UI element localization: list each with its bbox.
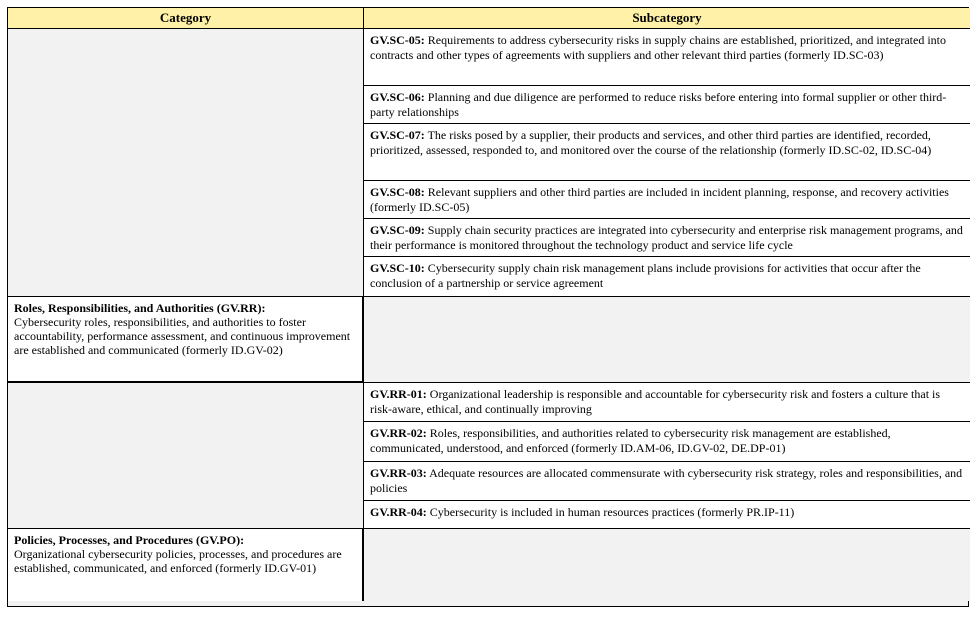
subcategory-cell-empty	[364, 529, 970, 601]
subcategory-id: GV.RR-02:	[370, 426, 427, 440]
category-title: Policies, Processes, and Procedures (GV.PO):	[14, 533, 245, 547]
subcategory-list-gv-rr	[364, 383, 970, 529]
subcategory-gv-sc-05	[364, 29, 970, 86]
category-title: Roles, Responsibilities, and Authorities (GV.RR):	[14, 301, 266, 315]
subcategory-id: GV.SC-08:	[370, 185, 425, 199]
category-description: Cybersecurity roles, responsibilities, and authorities to foster accountability, performance assessment, and continuous improvement are established and communicated (formerly ID.GV-02)	[14, 315, 351, 357]
subcategory-id: GV.SC-07:	[370, 128, 425, 142]
subcategory-text: Cybersecurity is included in human resources practices (formerly PR.IP-11)	[426, 505, 795, 519]
category-cell-empty	[8, 29, 364, 297]
category-gv-rr	[8, 297, 364, 383]
subcategory-text: Roles, responsibilities, and authorities related to cybersecurity risk management are established, communicated, understood, and enforced (formerly ID.AM-06, ID.GV-02, DE.DP-01)	[370, 426, 891, 455]
subcategory-gv-rr-03	[364, 462, 970, 501]
subcategory-cell-empty	[364, 297, 970, 383]
subcategory-id: GV.SC-09:	[370, 223, 425, 237]
subcategory-column-header: Subcategory	[364, 8, 970, 29]
subcategory-id: GV.SC-05:	[370, 33, 425, 47]
subcategory-text: Requirements to address cybersecurity risks in supply chains are established, prioritized, and integrated into contracts and other types of agreements with suppliers and other relevant third parties (formerly ID.SC-03)	[370, 33, 946, 62]
subcategory-text: Adequate resources are allocated commensurate with cybersecurity risk strategy, roles and responsibilities, and policies	[370, 466, 963, 495]
subcategory-text: Relevant suppliers and other third parties are included in incident planning, response, and recovery activities (formerly ID.SC-05)	[370, 185, 949, 214]
framework-table	[7, 7, 969, 607]
subcategory-gv-sc-07	[364, 124, 970, 181]
subcategory-text: Organizational leadership is responsible and accountable for cybersecurity risk and fosters a culture that is risk-aware, ethical, and continually improving	[370, 387, 941, 416]
category-gv-po	[8, 529, 364, 601]
subcategory-text: The risks posed by a supplier, their products and services, and other third parties are identified, recorded, prioritized, assessed, responded to, and monitored over the course of the relationship (formerly ID.SC-02, ID.SC-04)	[370, 128, 932, 157]
subcategory-id: GV.RR-03:	[370, 466, 427, 480]
subcategory-id: GV.RR-04:	[370, 505, 427, 519]
subcategory-list-gv-sc	[364, 29, 970, 297]
category-cell-empty	[8, 383, 364, 529]
subcategory-gv-sc-06	[364, 86, 970, 124]
subcategory-id: GV.SC-10:	[370, 261, 425, 275]
subcategory-gv-rr-02	[364, 422, 970, 462]
subcategory-id: GV.SC-06:	[370, 90, 425, 104]
category-description: Organizational cybersecurity policies, processes, and procedures are established, communicated, and enforced (formerly ID.GV-01)	[14, 547, 342, 575]
subcategory-gv-rr-01	[364, 383, 970, 422]
subcategory-gv-sc-10	[364, 257, 970, 296]
subcategory-gv-rr-04	[364, 501, 970, 528]
subcategory-gv-sc-09	[364, 219, 970, 257]
subcategory-text: Planning and due diligence are performed to reduce risks before entering into formal supplier or other third-party relationships	[370, 90, 947, 119]
category-column-header: Category	[8, 8, 364, 29]
subcategory-text: Supply chain security practices are integrated into cybersecurity and enterprise risk management programs, and their performance is monitored throughout the technology product and service life cycle	[370, 223, 963, 252]
subcategory-id: GV.RR-01:	[370, 387, 427, 401]
subcategory-gv-sc-08	[364, 181, 970, 219]
subcategory-text: Cybersecurity supply chain risk management plans include provisions for activities that occur after the conclusion of a partnership or service agreement	[370, 261, 921, 290]
